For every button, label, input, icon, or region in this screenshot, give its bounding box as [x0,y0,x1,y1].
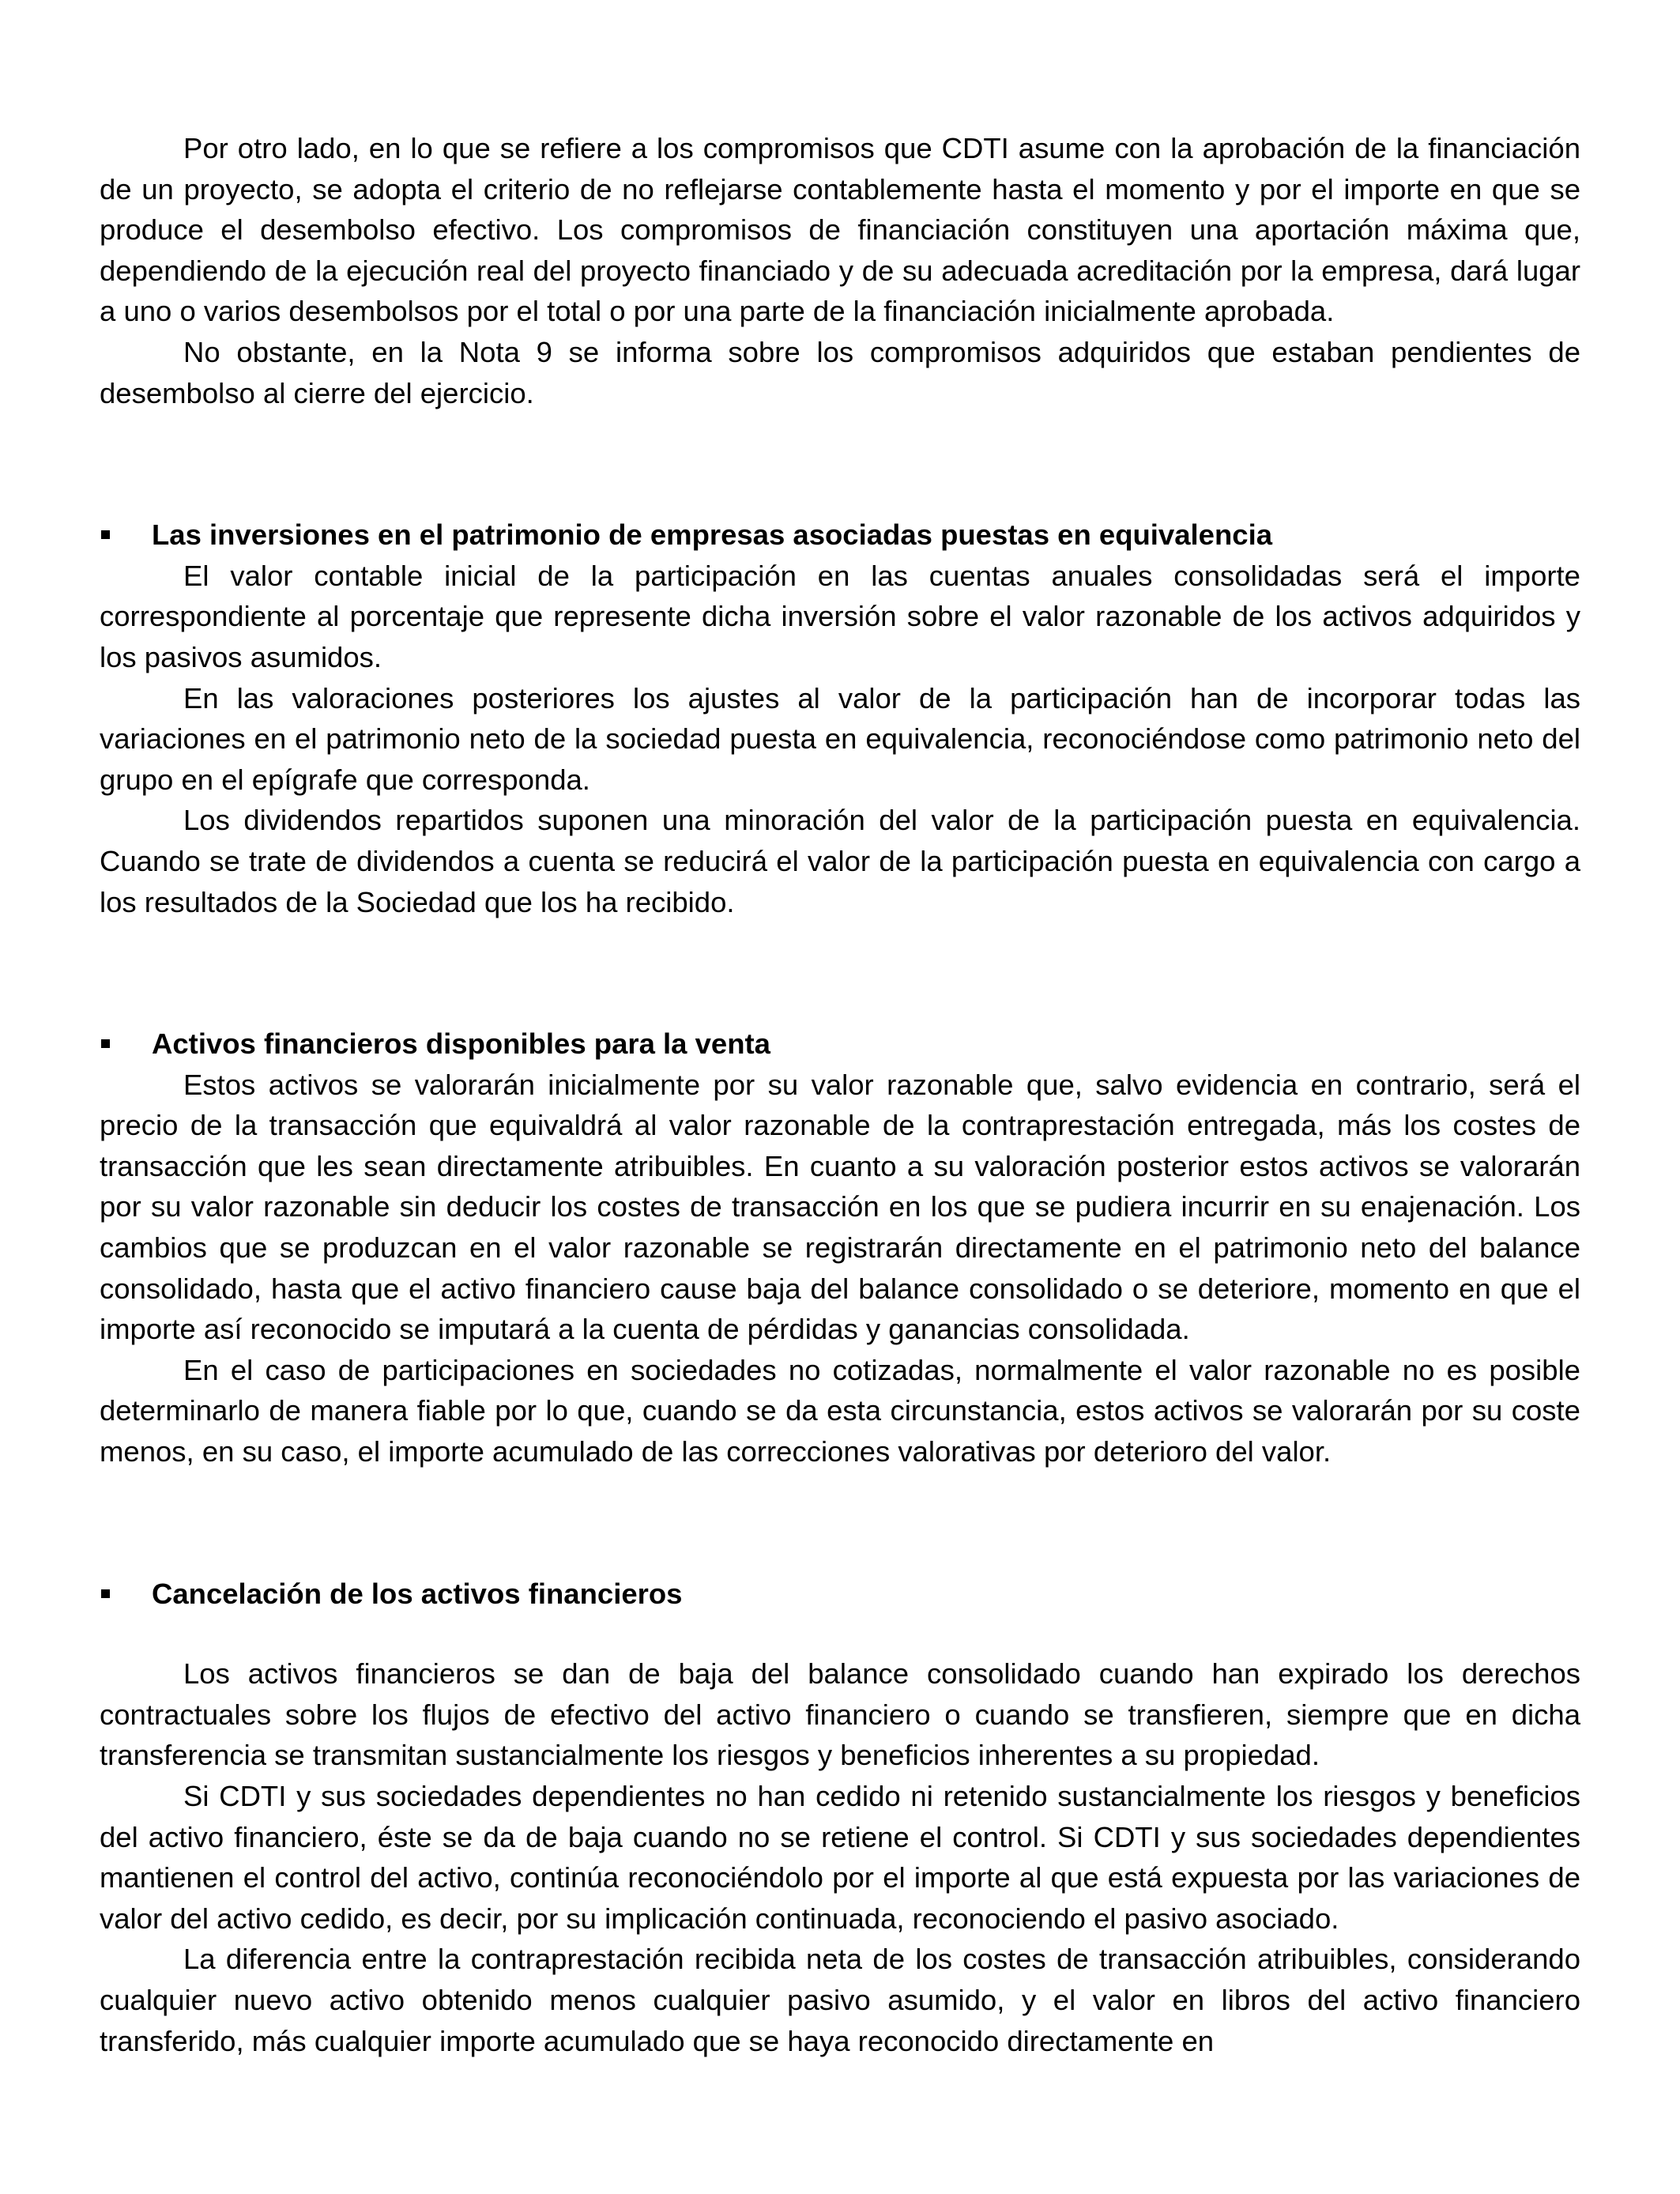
square-bullet-icon [101,1589,110,1598]
paragraph-no-cotizadas: En el caso de participaciones en sociedades no cotizadas, normalmente el valor razonable no es posible determinarlo de manera fiable por lo que, cuando se da esta circunstancia, estos activos se valorarán por su coste menos, en su caso, el importe acumulado de las correcciones valorativas por deterioro del valor. [100,1353,1580,1468]
section-heading-inversiones [100,515,1580,556]
paragraph-valoracion-inicial: Estos activos se valorarán inicialmente por su valor razonable que, salvo evidencia en contrario, será el precio de la transacción que equivaldrá al valor razonable de la contraprestación entregada, más los costes de transacción que les sean directamente atribuibles. En cuanto a su valoración posterior estos activos se valorarán por su valor razonable sin deducir los costes de transacción en los que se pudiera incurrir en su enajenación. Los cambios que se produzcan en el valor razonable se registrarán directamente en el patrimonio neto del balance consolidado, hasta que el activo financiero cause baja del balance consolidado o se deteriore, momento en que el importe así reconocido se imputará a la cuenta de pérdidas y ganancias consolidada. [100,1068,1580,1346]
paragraph-dividendos: Los dividendos repartidos suponen una minoración del valor de la participación puesta en equivalencia. Cuando se trate de dividendos a cuenta se reducirá el valor de la participación puesta en equivalencia con cargo a los resultados de la Sociedad que los ha recibido. [100,804,1580,918]
paragraph-control: Si CDTI y sus sociedades dependientes no han cedido ni retenido sustancialmente los riesgos y beneficios del activo financiero, éste se da de baja cuando no se retiene el control. Si CDTI y sus sociedades dependientes mantienen el control del activo, continúa reconociéndolo por el importe al que está expuesta por las variaciones de valor del activo cedido, es decir, por su implicación continuada, reconociendo el pasivo asociado. [100,1780,1580,1935]
square-bullet-icon [101,530,110,539]
paragraph-compromisos: Por otro lado, en lo que se refiere a los compromisos que CDTI asume con la aprobación de la financiación de un proyecto, se adopta el criterio de no reflejarse contablemente hasta el momento y por el importe en que se produce el desembolso efectivo. Los compromisos de financiación constituyen una aportación máxima que, dependiendo de la ejecución real del proyecto financiado y de su adecuada acreditación por la empresa, dará lugar a uno o varios desembolsos por el total o por una parte de la financiación inicialmente aprobada. [100,132,1580,328]
section-heading-text: Cancelación de los activos financieros [152,1577,683,1610]
square-bullet-icon [101,1039,110,1048]
section-heading-text: Activos financieros disponibles para la venta [152,1027,770,1061]
spacer [100,413,1580,515]
spacer [100,922,1580,1023]
paragraph-baja-balance: Los activos financieros se dan de baja del balance consolidado cuando han expirado los derechos contractuales sobre los flujos de efectivo del activo financiero o cuando se transfieren, siempre que en dicha transferencia se transmitan sustancialmente los riesgos y beneficios inherentes a su propiedad. [100,1657,1580,1772]
paragraph-nota-9: No obstante, en la Nota 9 se informa sobre los compromisos adquiridos que estaban pendientes de desembolso al cierre del ejercicio. [100,335,1580,409]
section-heading-text: Las inversiones en el patrimonio de empresas asociadas puestas en equivalencia [152,518,1273,552]
section-heading-cancelacion [100,1574,1580,1615]
spacer [100,1614,1580,1653]
paragraph-valor-contable: El valor contable inicial de la participación en las cuentas anuales consolidadas será el importe correspondiente al porcentaje que represente dicha inversión sobre el valor razonable de los activos adquiridos y los pasivos asumidos. [100,559,1580,673]
paragraph-diferencia: La diferencia entre la contraprestación recibida neta de los costes de transacción atribuibles, considerando cualquier nuevo activo obtenido menos cualquier pasivo asumido, y el valor en libros del activo financiero transferido, más cualquier importe acumulado que se haya reconocido directamente en [100,1943,1580,2057]
paragraph-valoraciones-posteriores: En las valoraciones posteriores los ajustes al valor de la participación han de incorporar todas las variaciones en el patrimonio neto de la sociedad puesta en equivalencia, reconociéndose como patrimonio neto del grupo en el epígrafe que corresponda. [100,681,1580,796]
section-heading-activos-disponibles [100,1023,1580,1065]
spacer [100,1472,1580,1574]
